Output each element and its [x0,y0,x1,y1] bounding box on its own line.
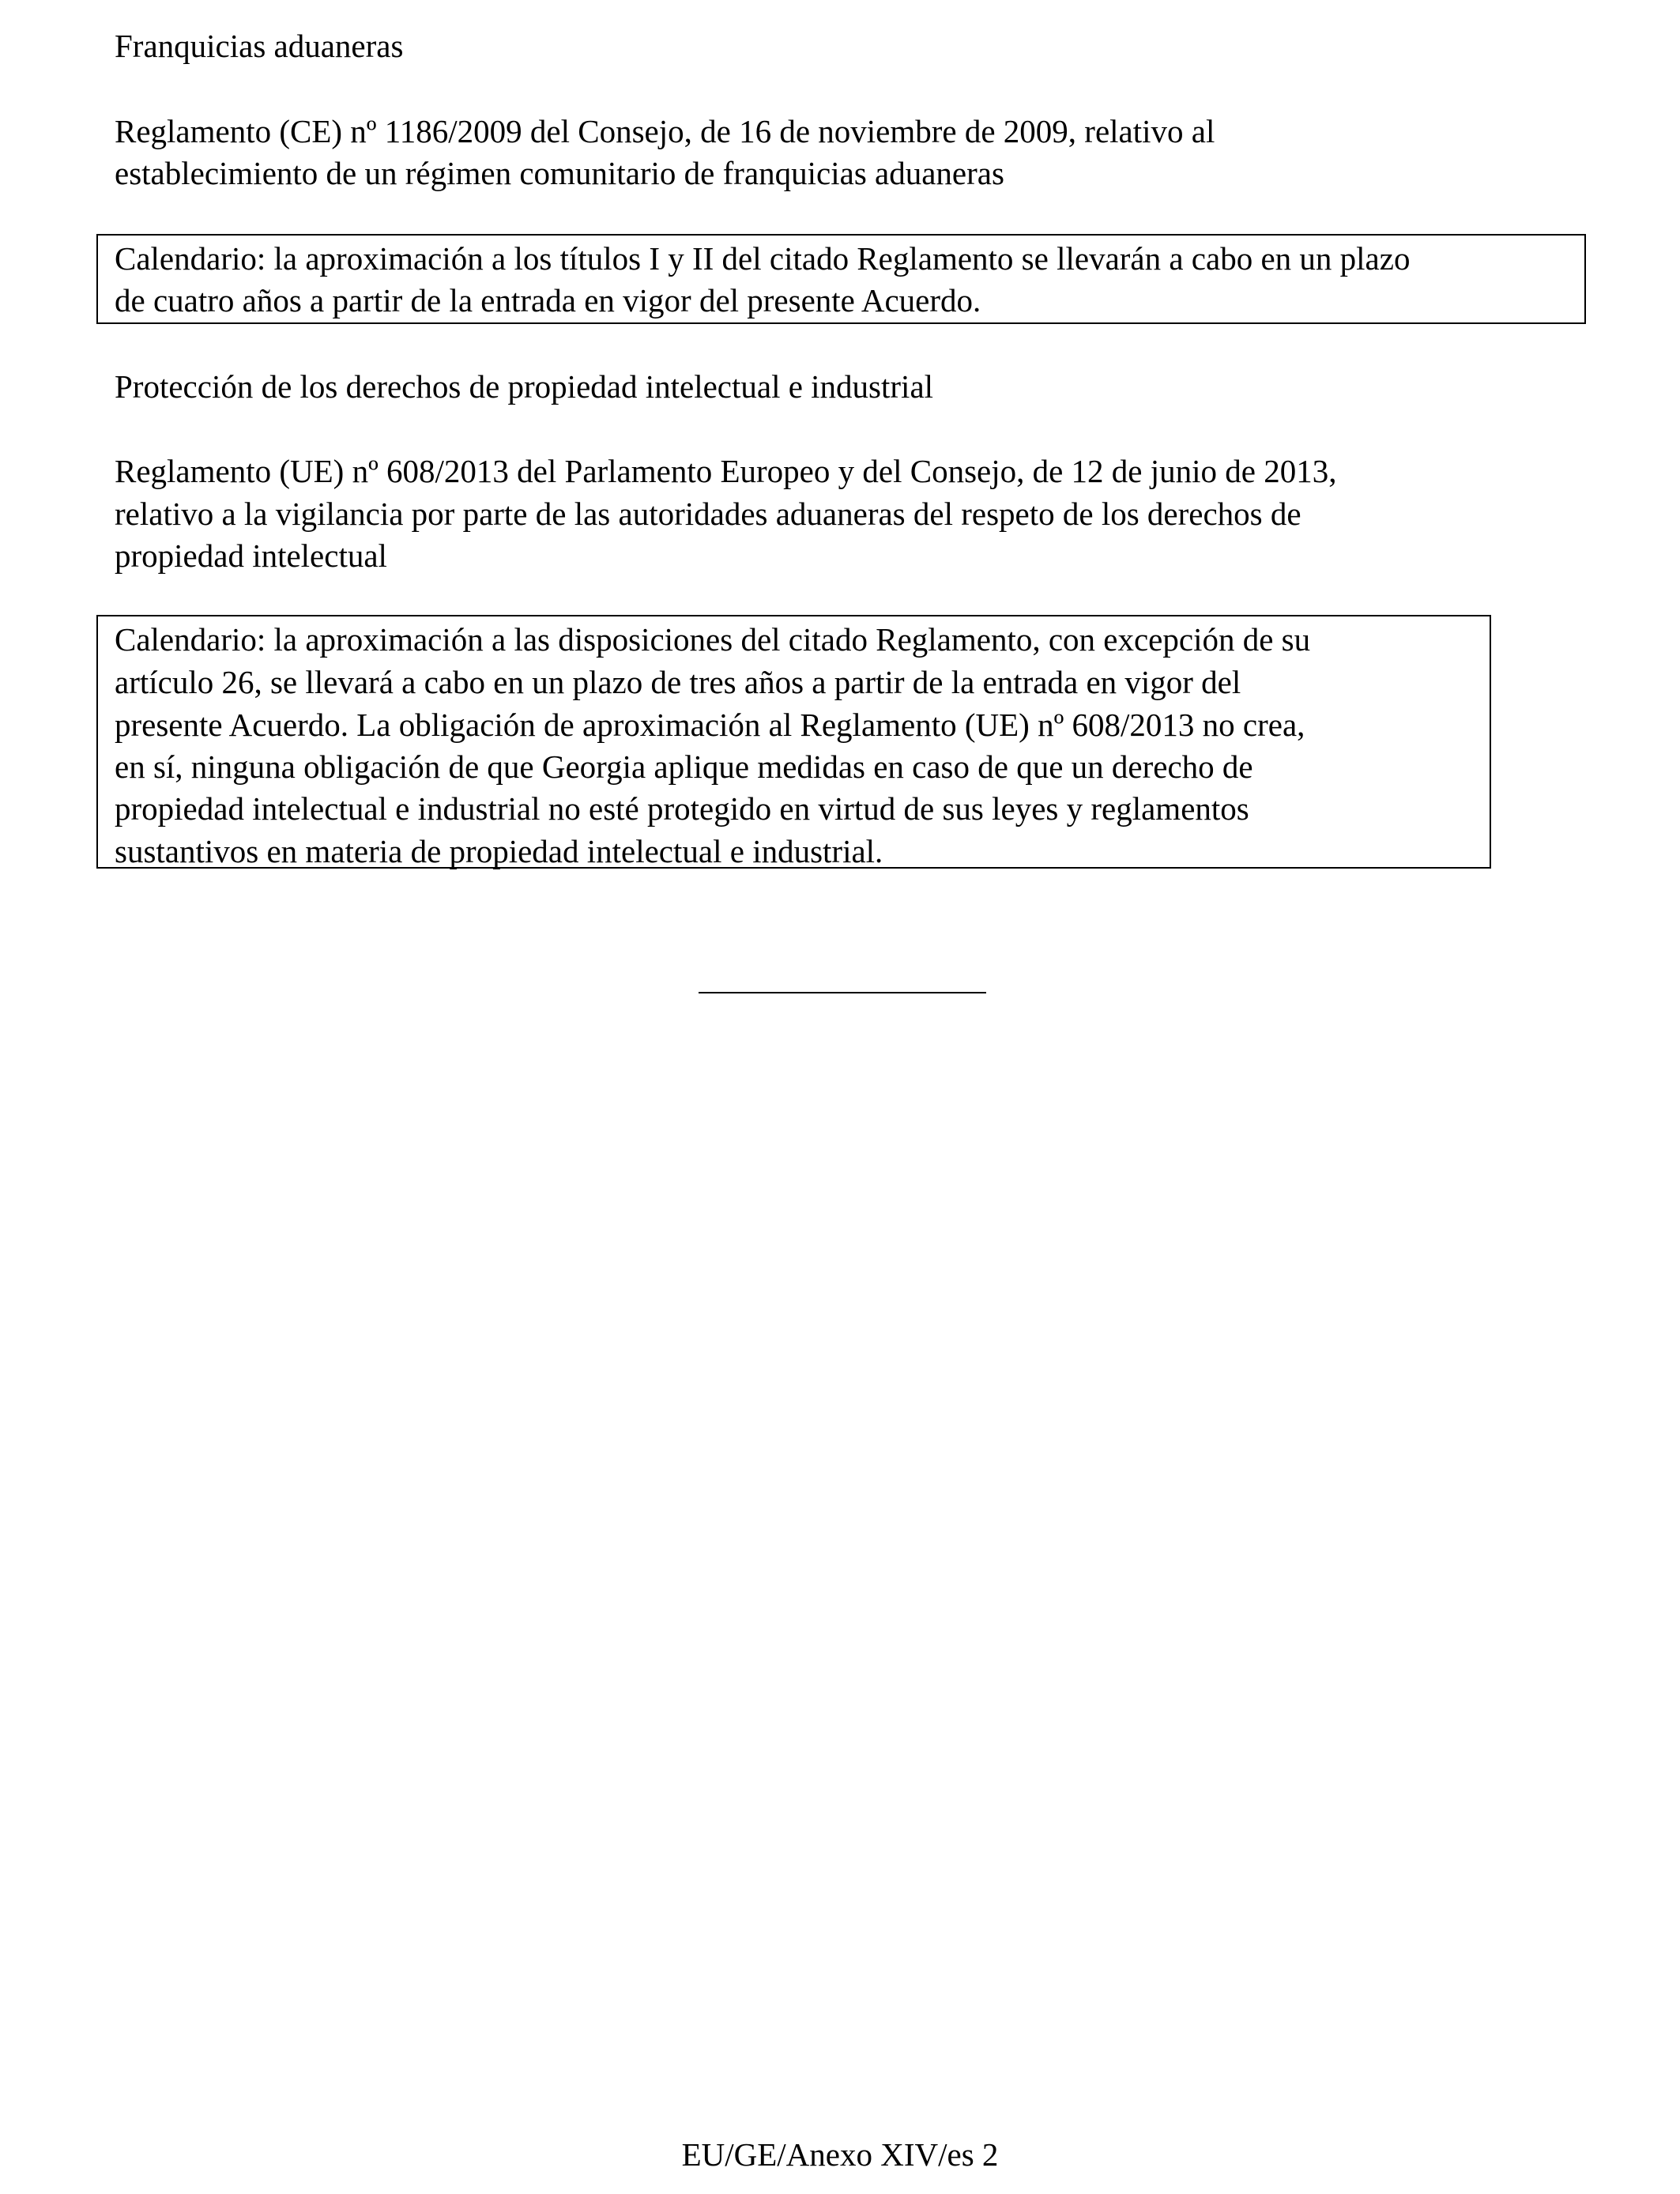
page-footer-reference: EU/GE/Anexo XIV/es 2 [681,2136,999,2173]
calendar-text-line: Calendario: la aproximación a los títulos I y II del citado Reglamento se llevarán a cabo en un plazo [115,240,1411,277]
calendar-text-line: presente Acuerdo. La obligación de aproximación al Reglamento (UE) nº 608/2013 no crea, [115,707,1305,743]
regulation-text-line: relativo a la vigilancia por parte de las autoridades aduaneras del respeto de los derechos de [115,496,1301,532]
calendar-text-line: de cuatro años a partir de la entrada en vigor del presente Acuerdo. [115,282,981,319]
regulation-text-line: Reglamento (UE) nº 608/2013 del Parlamento Europeo y del Consejo, de 12 de junio de 2013, [115,453,1337,489]
calendar-text-line: sustantivos en materia de propiedad intelectual e industrial. [115,833,883,869]
regulation-text-line: Reglamento (CE) nº 1186/2009 del Consejo, de 16 de noviembre de 2009, relativo al [115,113,1215,149]
calendar-text-line: artículo 26, se llevará a cabo en un plazo de tres años a partir de la entrada en vigor del [115,664,1241,700]
end-separator-rule [699,992,986,993]
regulation-text-line: propiedad intelectual [115,537,387,574]
section-heading-franquicias: Franquicias aduaneras [115,28,404,64]
regulation-text-line: establecimiento de un régimen comunitario de franquicias aduaneras [115,155,1004,191]
calendar-text-line: en sí, ninguna obligación de que Georgia aplique medidas en caso de que un derecho de [115,748,1253,785]
calendar-text-line: propiedad intelectual e industrial no esté protegido en virtud de sus leyes y reglamentos [115,790,1249,827]
section-heading-propiedad-intelectual: Protección de los derechos de propiedad intelectual e industrial [115,368,934,405]
calendar-text-line: Calendario: la aproximación a las disposiciones del citado Reglamento, con excepción de su [115,621,1311,658]
